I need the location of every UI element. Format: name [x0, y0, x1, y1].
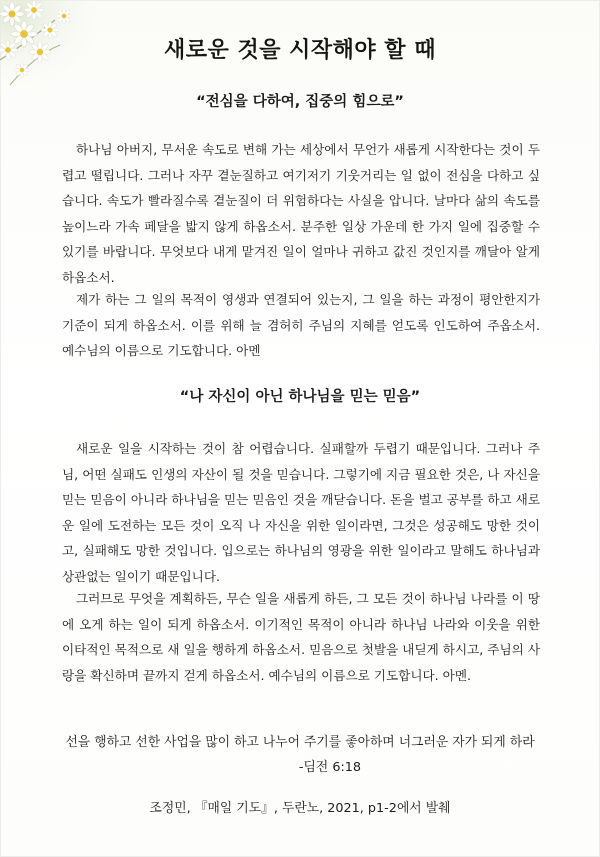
- source-citation: 조정민, 『매일 기도』, 두란노, 2021, p1-2에서 발췌: [149, 801, 451, 816]
- prayer-paragraph-1: 하나님 아버지, 무서운 속도로 변해 가는 세상에서 무언가 새롭게 시작한다는 것이 두렵고 떨립니다. 그러나 자꾸 곁눈질하고 여기저기 기웃거리는 일 없이 전심을 다하고 싶습니다. 속도가 빨라질수록 곁눈질이 더 위험하다는 사실을 압니다. 날마다 삶의 속도를 높이느라 가속 페달을 밟지 않게 하옵소서. 분주한 일상 가운데 한 가지 일에 집중할 수 있기를 바랍니다. 무엇보다 내게 맡겨진 일이 얼마나 귀하고 값진 것인지를 깨달아 알게 하옵소서.: [62, 142, 540, 285]
- bible-verse: 선을 행하고 선한 사업을 많이 하고 나누어 주기를 좋아하며 너그러운 자가 되게 하라: [65, 735, 535, 750]
- bible-verse-reference: -딤전 6:18: [298, 760, 362, 775]
- page-title: 새로운 것을 시작해야 할 때: [164, 38, 436, 63]
- section-subtitle-1: “전심을 다하여, 집중의 힘으로”: [196, 94, 404, 110]
- section-subtitle-2: “나 자신이 아닌 하나님을 믿는 믿음”: [179, 389, 421, 405]
- prayer-paragraph-3: 새로운 일을 시작하는 것이 참 어렵습니다. 실패할까 두렵기 때문입니다. 그러나 주님, 어떤 실패도 인생의 자산이 될 것을 믿습니다. 그렇기에 지금 필요한 것은, 나 자신을 믿는 믿음이 아니라 하나님을 믿는 믿음인 것을 깨닫습니다. 돈을 벌고 공부를 하고 새로운 일에 도전하는 모든 것이 오직 나 자신을 위한 일이라면, 그것은 성공해도 망한 것이고, 실패해도 망한 것입니다. 입으로는 하나님의 영광을 위한 일이라고 말해도 하나님과 상관없는 일이기 때문입니다.: [62, 441, 540, 584]
- prayer-paragraph-4: 그러므로 무엇을 계획하든, 무슨 일을 새롭게 하든, 그 모든 것이 하나님 나라를 이 땅에 오게 하는 일이 되게 하옵소서. 이기적인 목적이 아니라 하나님 나라와 이웃을 위한 이타적인 목적으로 새 일을 행하게 하옵소서. 믿음으로 첫발을 내딛게 하시고, 주님의 사랑을 확신하며 끝까지 걷게 하옵소서. 예수님의 이름으로 기도합니다. 아멘.: [62, 591, 540, 683]
- prayer-paragraph-2: 제가 하는 그 일의 목적이 영생과 연결되어 있는지, 그 일을 하는 과정이 평안한지가 기준이 되게 하옵소서. 이를 위해 늘 겸허히 주님의 지혜를 얻도록 인도하여 주옵소서. 예수님의 이름으로 기도합니다. 아멘: [62, 292, 540, 358]
